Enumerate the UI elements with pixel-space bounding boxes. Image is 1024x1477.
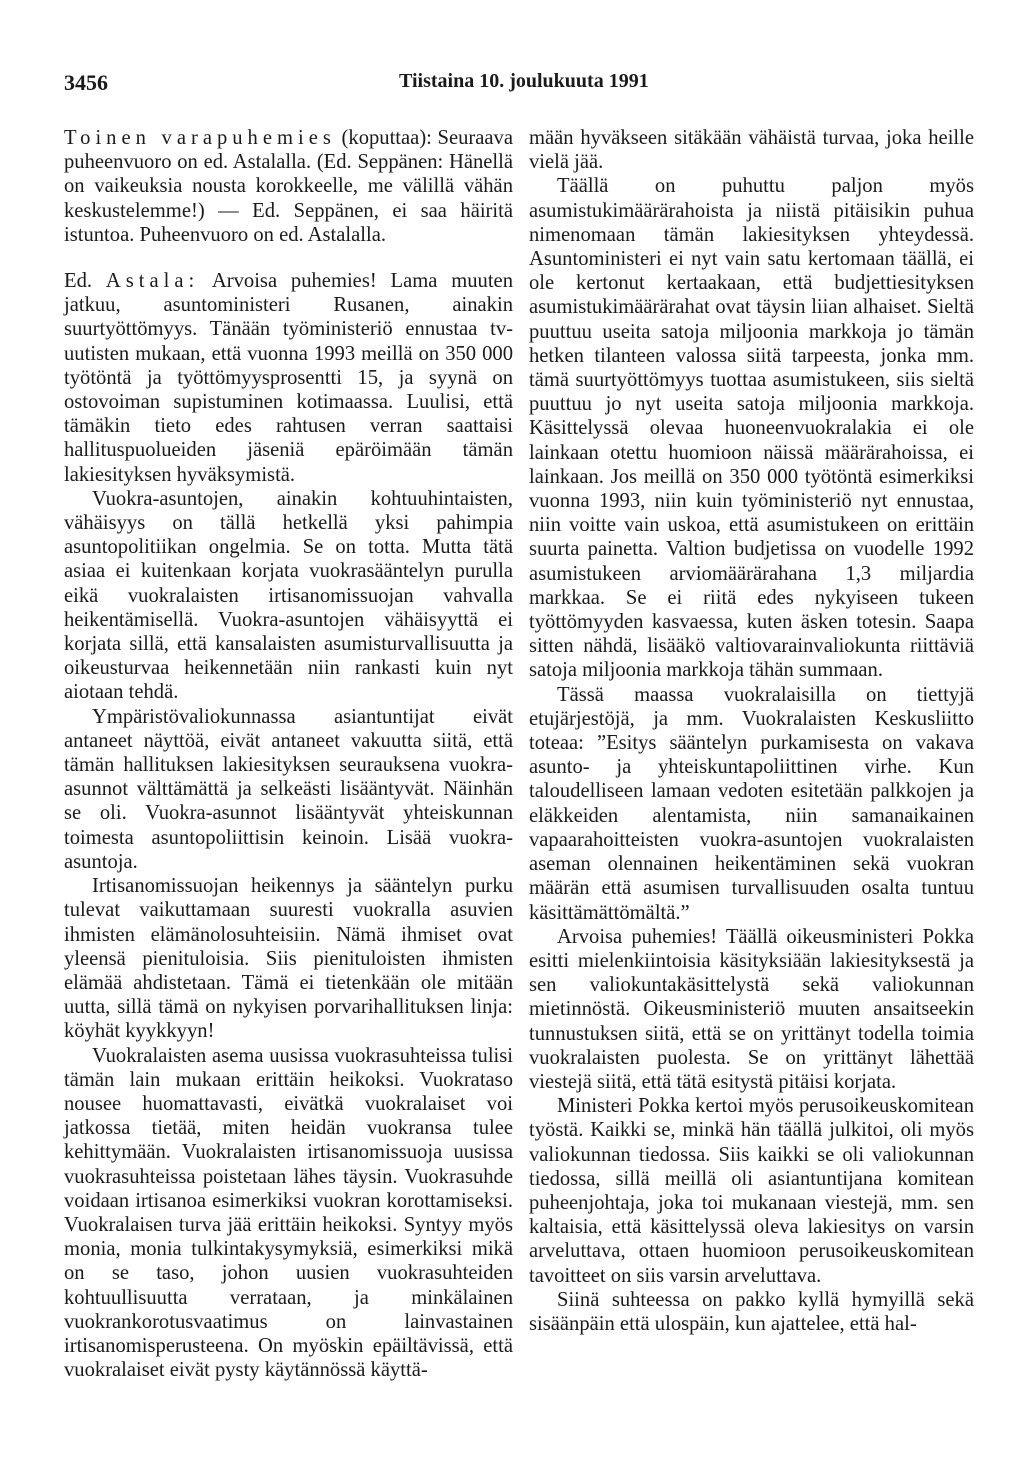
speaker-prefix: Ed. [64,270,106,293]
paragraph: Vuokra-asuntojen, ainakin kohtuuhintaisten, vähäisyys on tällä hetkellä yksi pahimpia asuntopolitiikan ongelmia. Se on totta. Mutta tätä asiaa ei kuitenkaan korjata vuokrasääntelyn purulla eikä vuokralaisten irtisanomissuojan vahvalla heikentämisellä. Vuokra-asuntojen vähäisyyttä ei korjata sillä, että kansalaisten asumisturvallisuutta ja oikeusturvaa heikennetään niin rankasti kuin nyt aiotaan tehdä. [64,487,513,704]
speaker-name: Toinen varapuhemies [64,127,336,149]
page-number: 3456 [64,70,108,95]
paragraph: Täällä on puhuttu paljon myös asumistukimäärärahoista ja niistä pitäisikin puhua nimenomaan tämän lakiesityksen yhteydessä. Asuntoministeri ei nyt vain satu kertomaan täällä, ei ole kertonut kertaakaan, että budjettiesityksen asumistukimäärärahat ovat täysin liian alhaiset. Sieltä puuttuu useita satoja miljoonia markkoja jo tämän hetken tilanteen valossa siitä tarpeesta, jonka mm. tämä suurtyöttömyys tuottaa asumistukeen, siis sieltä puuttuu jo nyt useita satoja miljoonia markkoja. Käsittelyssä olevaa huoneenvuokralakia ei ole lainkaan otettu huomioon näissä määrärahoissa, ei lainkaan. Jos meillä on 350 000 työtöntä esimerkiksi vuonna 1993, niin kuin työministeriö nyt ennustaa, niin voitte vain uskoa, että asumistukeen on erittäin suurta painetta. Valtion budjetissa on vuodelle 1992 asumistukeen arviomäärärahana 1,3 miljardia markkaa. Se ei riitä edes nykyiseen tukeen työttömyyden kasvaessa, kuten äsken totesin. Saapa sitten nähdä, lisääkö valtiovarainvaliokunta riittäviä satoja miljoonia markkoja tähän summaan. [529,175,974,682]
page-header [64,70,964,100]
paragraph-continued: mään hyväkseen sitäkään vähäistä turvaa, joka heille vielä jää. [529,127,974,174]
paragraph-text: (koputtaa): Seuraava puheenvuoro on ed. Astalalla. (Ed. Seppänen: Hänellä on vaikeuksia nousta korokkeelle, me välillä vähän keskustelemme!) — Ed. Seppänen, ei saa häiritä istuntoa. Puheenvuoro on ed. Astalalla. [64,127,513,246]
session-date: Tiistaina 10. joulukuuta 1991 [399,70,649,92]
paragraph: Siinä suhteessa on pakko kyllä hymyillä sekä sisäänpäin että ulospäin, kun ajattelee, että hal- [529,1288,974,1335]
paragraph: Tässä maassa vuokralaisilla on tiettyjä etujärjestöjä, ja mm. Vuokralaisten Keskusliitto toteaa: ”Esitys sääntelyn purkamisesta on vakava asunto- ja yhteiskuntapoliittinen virhe. Kun taloudelliseen lamaan vedoten esitetään palkkojen ja eläkkeiden alentamista, niin samanaikainen vapaarahoitteisten vuokra-asuntojen vuokralaisten aseman olennainen heikentäminen sekä vuokran määrän että asumisen turvallisuuden osalta tuntuu käsittämättömältä.” [529,683,974,924]
left-column [64,126,513,1382]
paragraph: Vuokralaisten asema uusissa vuokrasuhteissa tulisi tämän lain mukaan erittäin heikoksi. Vuokrataso nousee huomattavasti, eivätkä vuokralaiset voi jatkossa tietää, miten heidän vuokransa tulee kehittymään. Vuokralaisten irtisanomissuoja uusissa vuokrasuhteissa poistetaan lähes täysin. Vuokrasuhde voidaan irtisanoa esimerkiksi vuokran korottamiseksi. Vuokralaisen turva jää erittäin heikoksi. Syntyy myös monia, monia tulkintakysymyksiä, esimerkiksi mikä on se taso, johon uusien vuokrasuhteiden kohtuullisuutta verrataan, ja minkälainen vuokrankorotusvaatimus on lainvastainen irtisanomisperusteena. On myöskin epäiltävissä, että vuokralaiset eivät pysty käytännössä käyttä- [64,1044,513,1382]
paragraph: Ministeri Pokka kertoi myös perusoikeuskomitean työstä. Kaikki se, minkä hän täällä julkitoi, oli myös valiokunnan tiedossa. Siis kaikki se oli valiokunnan tiedossa, sillä meillä oli asiantuntijana komitean puheenjohtaja, joka toi mukanaan viestejä, mm. sen kaltaisia, että käsittelyssä oleva lakiesitys on varsin arveluttava, ottaen huomioon perusoikeuskomitean tavoitteet on siis varsin arveluttava. [529,1095,974,1287]
paragraph: Ympäristövaliokunnassa asiantuntijat eivät antaneet näyttöä, eivät antaneet vakuutta siitä, että tämän hallituksen lakiesityksen seurauksena vuokra-asunnot välttämättä ja selkeästi lisääntyvät. Näinhän se oli. Vuokra-asunnot lisääntyvät yhteiskunnan toimesta asuntopoliittisin keinoin. Lisää vuokra-asuntoja. [64,705,513,873]
right-column [529,126,974,1336]
paragraph-chair-remark [64,126,513,247]
paragraph-text: Arvoisa puhemies! Lama muuten jatkuu, asuntoministeri Rusanen, ainakin suurtyöttömyys. Tänään työministeriö ennustaa tv-uutisten mukaan, että vuonna 1993 meillä on 350 000 työtöntä ja työttömyysprosentti 15, ja syynä on ostovoiman supistuminen kotimaassa. Luulisi, että tämäkin tieto edes rahtusen verran saattaisi hallituspuolueiden jäseniä epäröimään tämän lakiesityksen hyväksymistä. [64,270,513,486]
paragraph: Arvoisa puhemies! Täällä oikeusministeri Pokka esitti mielenkiintoisia käsityksiään lakiesityksestä ja sen valiokuntakäsittelystä sekä valiokunnan mietinnöstä. Oikeusministeriö muuten ansaitseekin tunnustuksen siitä, että se on yrittänyt todella toimia vuokralaisten puolesta. Se on yrittänyt lähettää viestejä siitä, että tätä esitystä pitäisi korjata. [529,925,974,1093]
speaker-name: Astala: [105,270,200,293]
paragraph-speech-start [64,269,513,487]
paragraph: Irtisanomissuojan heikennys ja sääntelyn purku tulevat vaikuttamaan suuresti vuokralla asuvien ihmisten elämänolosuhteisiin. Nämä ihmiset ovat yleensä pienituloisia. Siis pienituloisten ihmisten elämää ahdistetaan. Tämä ei tietenkään ole mitään uutta, sillä tämä on nykyisen porvarihallituksen linja: köyhät kyykkyyn! [64,875,513,1043]
